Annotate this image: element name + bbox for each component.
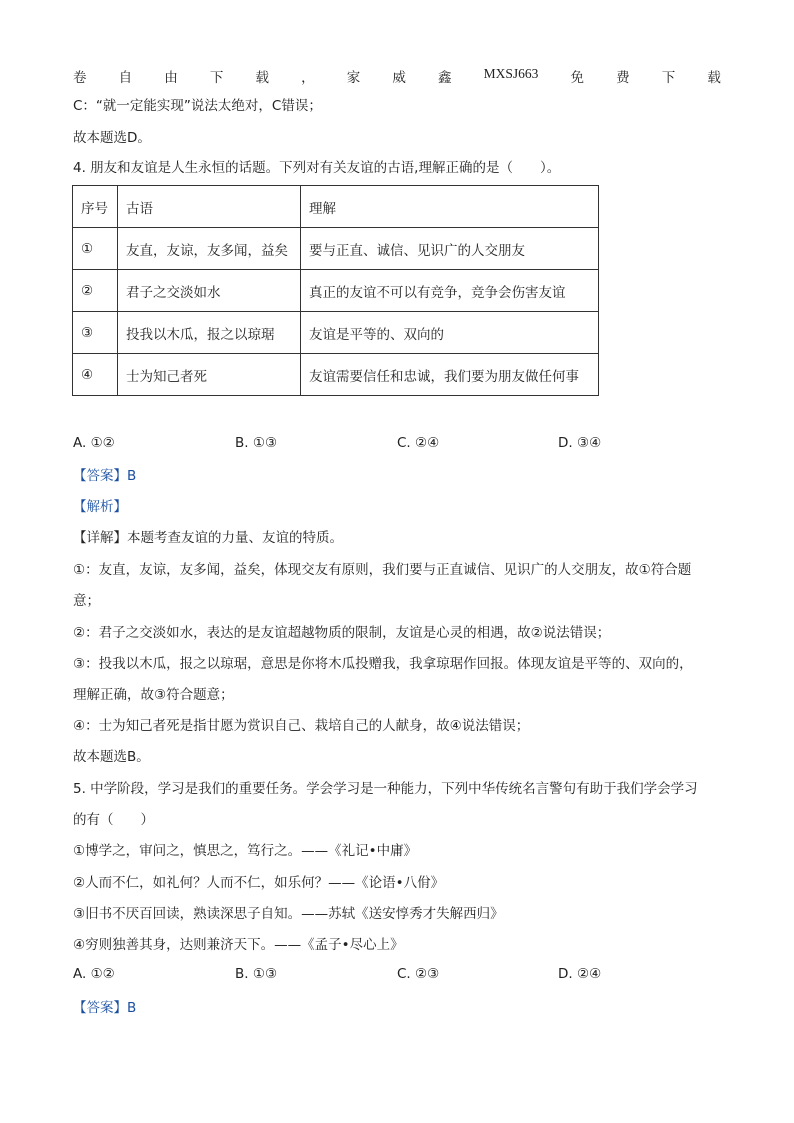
q3-line-c: C：“就一定能实现”说法太绝对，C错误； [73,98,322,114]
friendship-table [72,185,599,396]
table-header-cell: 理解 [301,186,599,228]
header-char: 自 [118,70,133,86]
table-header-cell: 序号 [73,186,118,228]
table-row [73,228,599,270]
table-cell: ② [73,270,118,312]
q5-item: ①博学之，审问之，慎思之，笃行之。——《礼记•中庸》 [73,843,418,859]
header-char: 载 [255,70,269,86]
q3-conclusion: 故本题选D。 [73,130,151,146]
option-a: A. ①② [73,966,115,982]
table-cell: ④ [73,354,118,396]
q5-stem-cont: 的有（ ） [73,812,154,828]
q4-detail-line: 理解正确，故③符合题意； [73,687,234,703]
table-cell: ③ [73,312,118,354]
header-char: 免 [570,70,585,86]
table-row [73,312,599,354]
q4-detail-line: 意； [73,593,100,609]
table-cell: 友谊是平等的、双向的 [301,312,599,354]
table-cell: ① [73,228,118,270]
table-row [73,354,599,396]
header-code: MXSJ663 [483,66,539,81]
table-header-cell: 古语 [118,186,301,228]
header-char: 家 [346,70,361,86]
option-b: B. ①③ [235,435,278,451]
option-d: D. ②④ [558,966,602,982]
q5-answer: 【答案】B [73,1000,137,1016]
q5-item: ④穷则独善其身，达则兼济天下。——《孟子•尽心上》 [73,937,404,953]
header-char: 费 [616,70,630,86]
header-char: 卷 [73,70,87,86]
q4-detail-line: ④：士为知己者死是指甘愿为赏识自己、栽培自己的人献身，故④说法错误； [73,718,530,734]
header-char: 威 [392,70,406,86]
table-header-row [73,186,599,228]
table-cell: 君子之交淡如水 [118,270,301,312]
q4-analysis-title: 【解析】 [73,499,127,515]
q5-options [73,966,733,986]
option-c: C. ②④ [397,435,440,451]
header-char: 下 [209,70,224,86]
table-row [73,270,599,312]
q5-stem: 5. 中学阶段，学习是我们的重要任务。学会学习是一种能力，下列中华传统名言警句有助于我们学会学习 [73,781,698,797]
q5-item: ②人而不仁，如礼何？人而不仁，如乐何？——《论语•八佾》 [73,875,445,891]
option-d: D. ③④ [558,435,602,451]
table-cell: 友直，友谅，友多闻，益矣 [118,228,301,270]
option-a: A. ①② [73,435,115,451]
header-char: 下 [661,70,676,86]
header-char: 鑫 [438,70,452,86]
table-cell: 真正的友谊不可以有竞争，竞争会伤害友谊 [301,270,599,312]
option-b: B. ①③ [235,966,278,982]
q4-detail-line: ①：友直，友谅，友多闻，益矣，体现交友有原则，我们要与正直诚信、见识广的人交朋友，故①符合题 [73,562,692,578]
table-cell: 投我以木瓜，报之以琼琚 [118,312,301,354]
q4-options [73,435,733,455]
table-cell: 士为知己者死 [118,354,301,396]
header-char: 由 [164,70,178,86]
q4-detail-line: ②：君子之交淡如水，表达的是友谊超越物质的限制，友谊是心灵的相遇，故②说法错误； [73,625,611,641]
option-c: C. ②③ [397,966,440,982]
q5-item: ③旧书不厌百回读，熟读深思子自知。——苏轼《送安惇秀才失解西归》 [73,906,504,922]
q4-detail-line: 故本题选B。 [73,749,150,765]
header-char: ， [301,70,315,86]
q4-stem: 4. 朋友和友谊是人生永恒的话题。下列对有关友谊的古语,理解正确的是（ ）。 [73,160,561,176]
q4-detail-line: 【详解】本题考查友谊的力量、友谊的特质。 [73,530,343,546]
q4-answer: 【答案】B [73,468,137,484]
table-cell: 友谊需要信任和忠诚，我们要为朋友做任何事 [301,354,599,396]
header-char: 载 [707,70,721,86]
table-cell: 要与正直、诚信、见识广的人交朋友 [301,228,599,270]
q4-detail-line: ③：投我以木瓜，报之以琼琚，意思是你将木瓜投赠我，我拿琼琚作回报。体现友谊是平等的、双向的， [73,656,693,672]
header-watermark [73,66,721,86]
